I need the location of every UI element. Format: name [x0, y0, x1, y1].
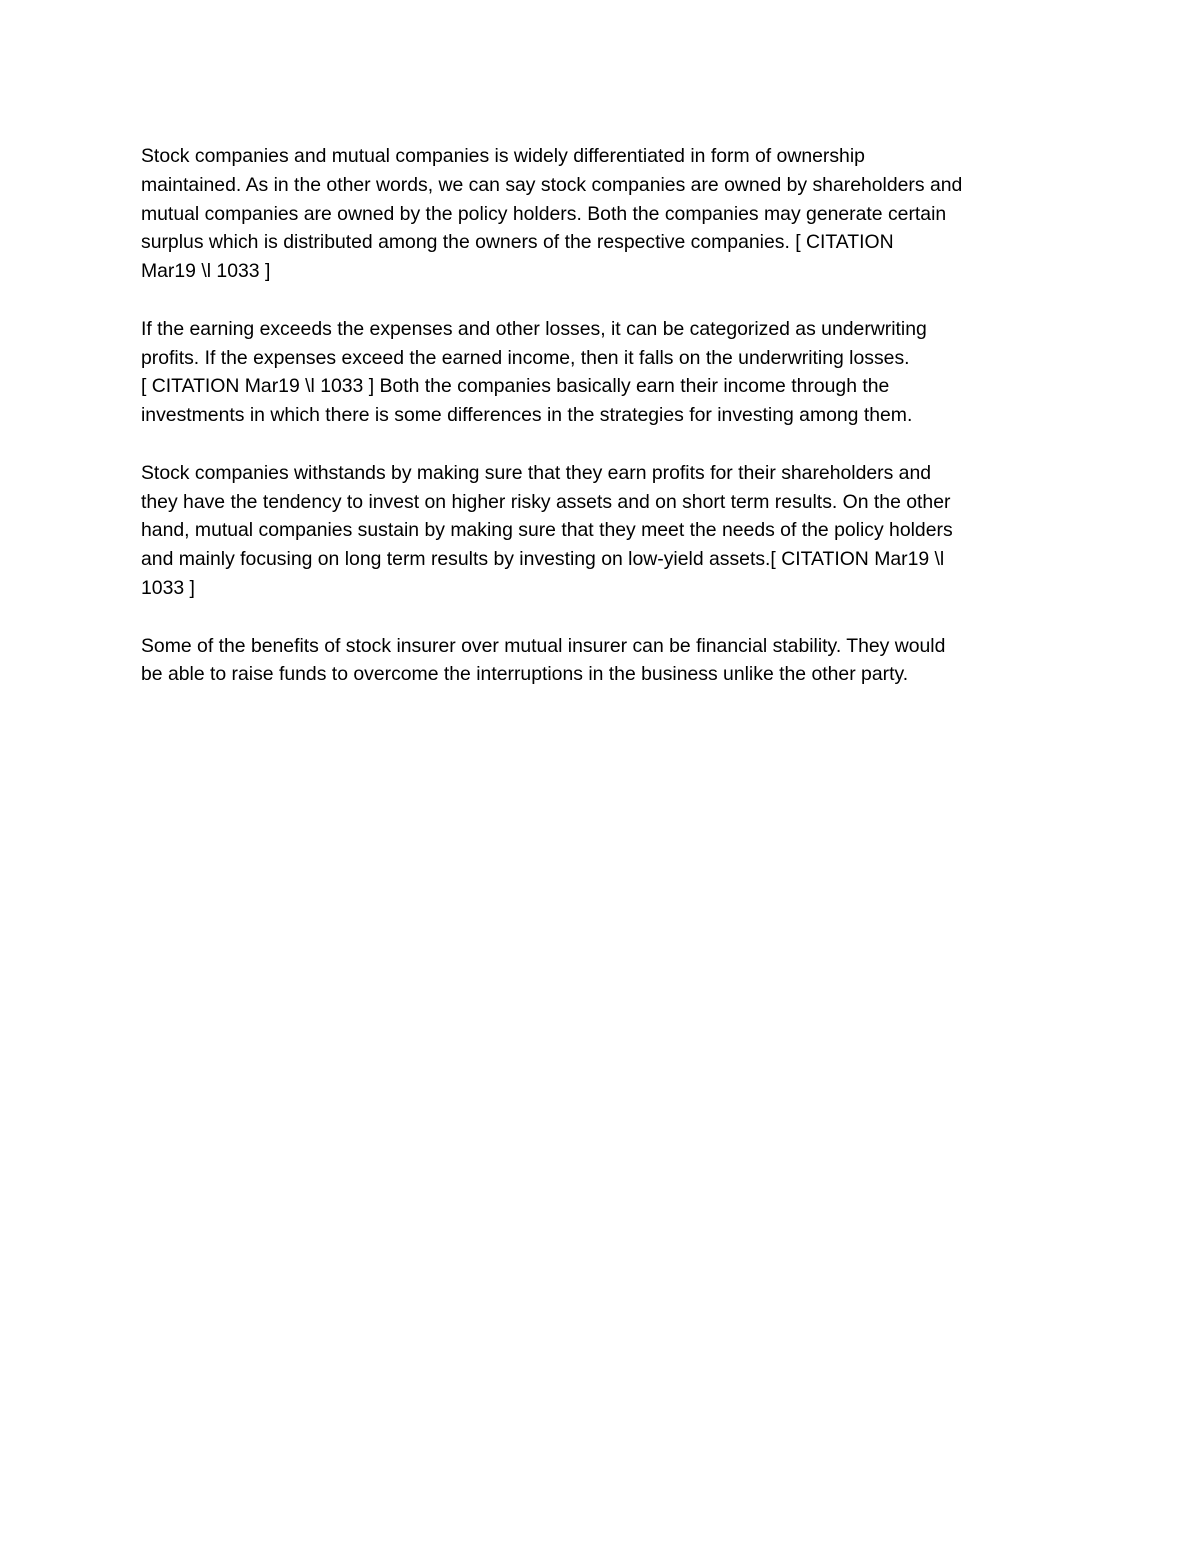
text-line: and mainly focusing on long term results by investing on low-yield assets.[ CITATION Mar19 \l [141, 548, 945, 571]
paragraph-ownership [141, 142, 1061, 286]
text-line: profits. If the expenses exceed the earned income, then it falls on the underwriting losses. [141, 346, 910, 369]
paragraph-strategies [141, 459, 1061, 603]
text-line: 1033 ] [141, 576, 195, 599]
text-line: [ CITATION Mar19 \l 1033 ] Both the companies basically earn their income through the [141, 375, 890, 398]
text-line: investments in which there is some differences in the strategies for investing among them. [141, 404, 913, 427]
text-line: Some of the benefits of stock insurer over mutual insurer can be financial stability. They would [141, 634, 946, 657]
text-line: Stock companies and mutual companies is widely differentiated in form of ownership [141, 145, 865, 167]
text-line: Stock companies withstands by making sure that they earn profits for their shareholders and [141, 461, 932, 484]
paragraph-benefits [141, 632, 1061, 690]
text-line: If the earning exceeds the expenses and other losses, it can be categorized as underwriting [141, 317, 927, 340]
text-line: surplus which is distributed among the owners of the respective companies. [ CITATION [141, 231, 894, 254]
text-line: mutual companies are owned by the policy holders. Both the companies may generate certain [141, 202, 947, 225]
text-line: maintained. As in the other words, we can say stock companies are owned by shareholders and [141, 173, 963, 196]
text-line: Mar19 \l 1033 ] [141, 260, 271, 283]
text-line: they have the tendency to invest on higher risky assets and on short term results. On the other [141, 490, 951, 513]
text-line: hand, mutual companies sustain by making sure that they meet the needs of the policy holders [141, 519, 953, 542]
paragraph-underwriting [141, 315, 1061, 430]
text-line: be able to raise funds to overcome the interruptions in the business unlike the other party. [141, 663, 909, 686]
document-body [141, 142, 1061, 718]
